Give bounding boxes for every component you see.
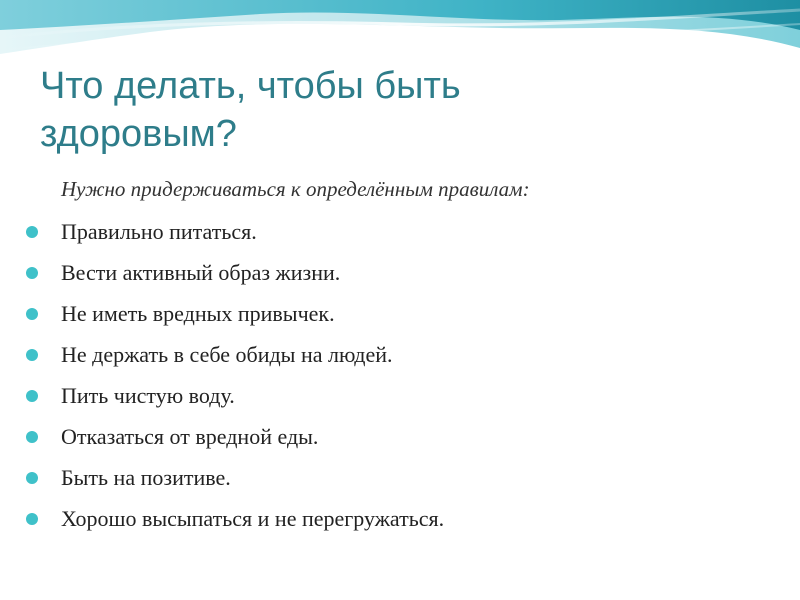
bullet-dot-icon <box>26 472 38 484</box>
slide-title <box>40 62 760 158</box>
bullet-dot-icon <box>26 513 38 525</box>
list-item <box>26 457 444 498</box>
list-item <box>26 334 444 375</box>
list-item <box>26 211 444 252</box>
list-item-text: Правильно питаться. <box>61 218 257 244</box>
bullet-dot-icon <box>26 308 38 320</box>
list-item <box>26 252 444 293</box>
list-item <box>26 416 444 457</box>
slide-title-line: здоровым? <box>40 113 237 155</box>
list-item-text: Пить чистую воду. <box>61 382 235 408</box>
list-item-text: Вести активный образ жизни. <box>61 259 341 285</box>
list-item <box>26 293 444 334</box>
bullet-dot-icon <box>26 390 38 402</box>
bullet-list <box>26 211 444 539</box>
list-item-text: Хорошо высыпаться и не перегружаться. <box>61 505 445 531</box>
list-item-text: Быть на позитиве. <box>61 464 231 490</box>
list-item-text: Не иметь вредных привычек. <box>61 300 335 326</box>
bullet-dot-icon <box>26 431 38 443</box>
list-item-text: Не держать в себе обиды на людей. <box>61 341 393 367</box>
list-item <box>26 498 444 539</box>
wave-header-decoration <box>0 0 800 70</box>
bullet-dot-icon <box>26 226 38 238</box>
list-item-text: Отказаться от вредной еды. <box>61 423 319 449</box>
bullet-dot-icon <box>26 267 38 279</box>
slide-title-line: Что делать, чтобы быть <box>40 65 461 107</box>
list-item <box>26 375 444 416</box>
bullet-dot-icon <box>26 349 38 361</box>
slide-subtitle: Нужно придерживаться к определённым правилам: <box>61 177 530 201</box>
